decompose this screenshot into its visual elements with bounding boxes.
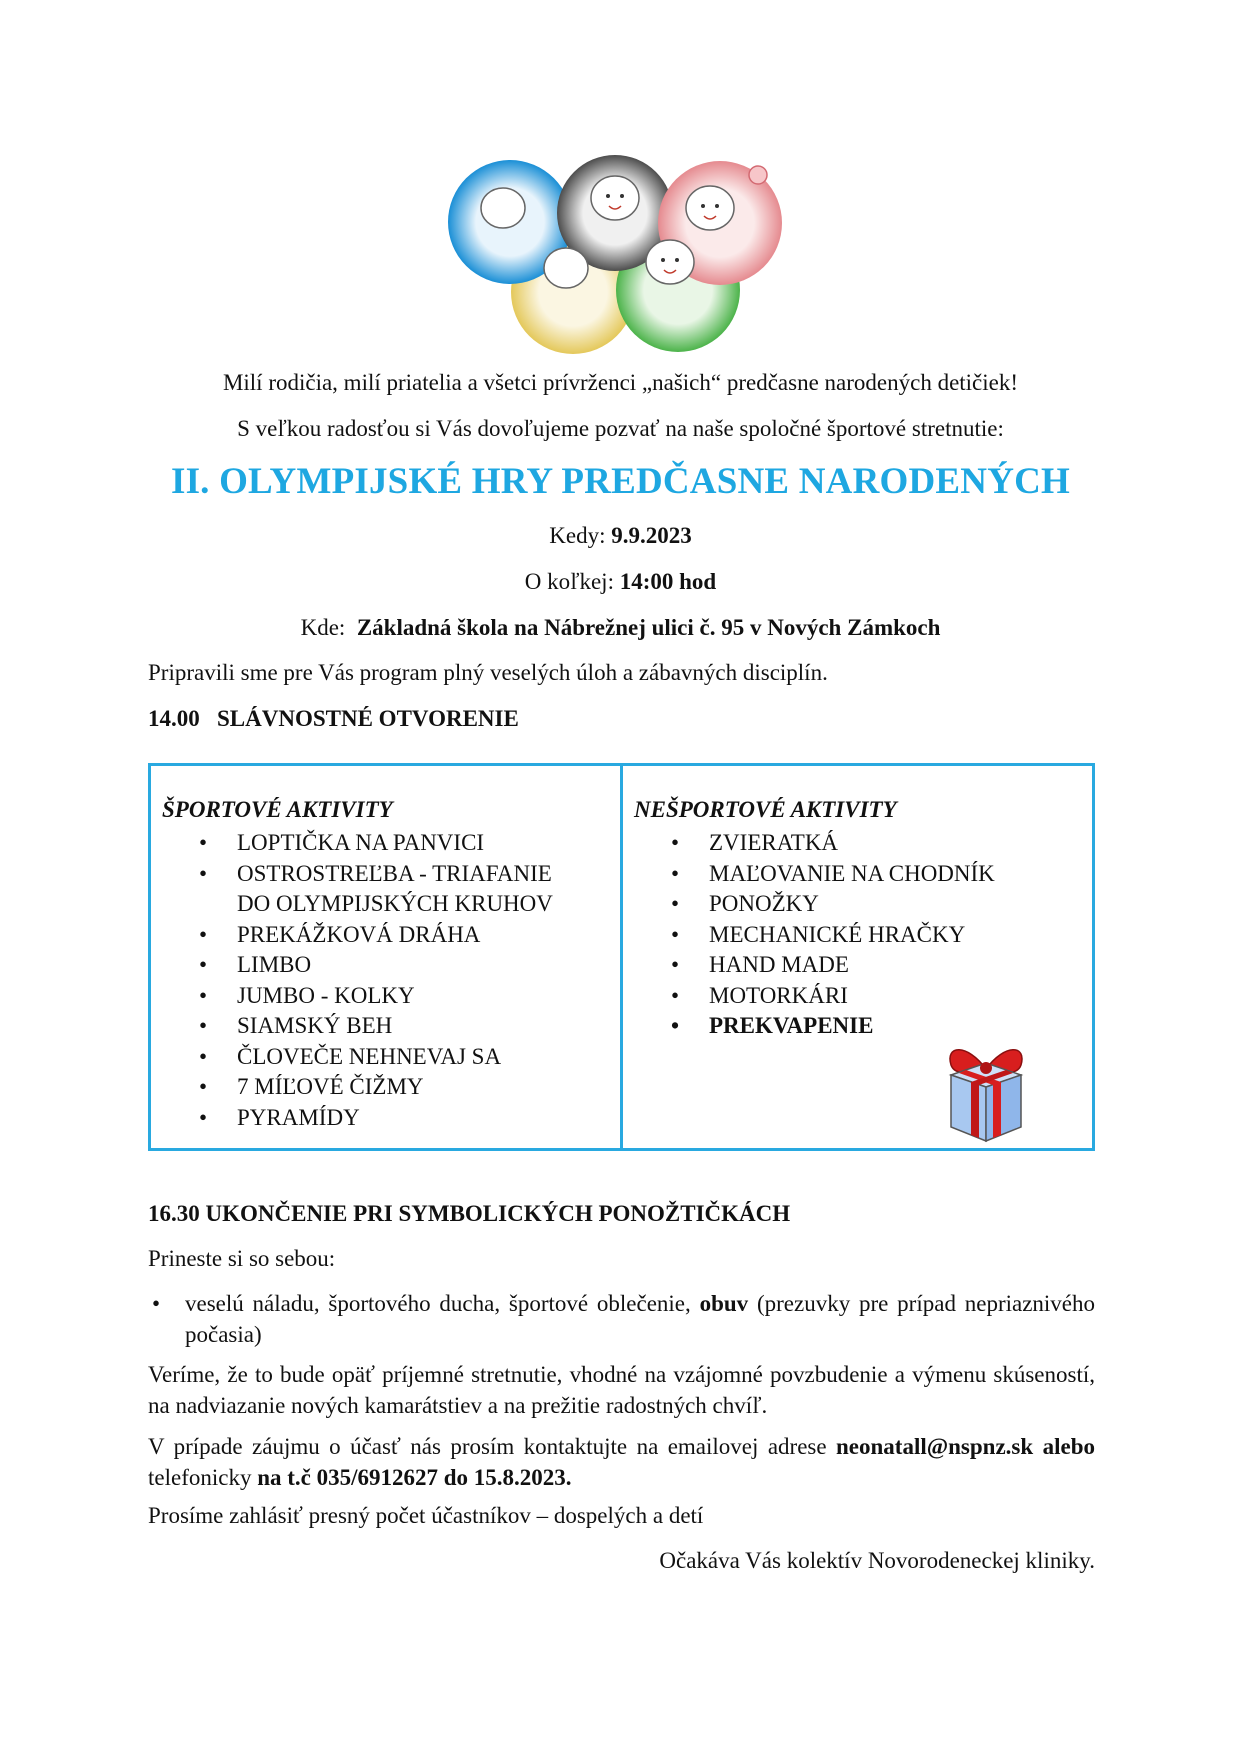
sport-activities-list bbox=[199, 828, 553, 1133]
count-note: Prosíme zahlásiť presný počet účastníkov – dospelých a detí bbox=[148, 1503, 704, 1528]
list-item: • ČLOVEČE NEHNEVAJ SA bbox=[199, 1042, 553, 1073]
where-value: Základná škola na Nábrežnej ulici č. 95 v Nových Zámkoch bbox=[356, 615, 941, 640]
list-item: • JUMBO - KOLKY bbox=[199, 981, 553, 1012]
list-item: • 7 MÍĽOVÉ ČIŽMY bbox=[199, 1072, 553, 1103]
list-item: • HAND MADE bbox=[671, 950, 995, 981]
when-label: Kedy: bbox=[549, 523, 606, 548]
signature: Očakáva Vás kolektív Novorodeneckej kliniky. bbox=[659, 1548, 1095, 1573]
closing-line: 16.30 UKONČENIE PRI SYMBOLICKÝCH PONOŽTIČKÁCH bbox=[148, 1201, 791, 1226]
list-item: • LOPTIČKA NA PANVICI bbox=[199, 828, 553, 859]
list-item: • ZVIERATKÁ bbox=[671, 828, 995, 859]
sport-activities-column bbox=[151, 766, 623, 1148]
bring-suffix: (prezuvky pre prípad nepriaznivého počasia) bbox=[185, 1291, 1096, 1347]
opening-label: SLÁVNOSTNÉ OTVORENIE bbox=[217, 706, 519, 731]
olympic-rings-babies-logo bbox=[448, 150, 798, 355]
list-item: • PREKVAPENIE bbox=[671, 1011, 995, 1042]
bullet: • bbox=[152, 1291, 161, 1316]
bring-label: Prineste si so sebou: bbox=[148, 1246, 336, 1271]
sport-activities-heading: ŠPORTOVÉ AKTIVITY bbox=[162, 797, 393, 822]
gift-box-icon bbox=[937, 1035, 1035, 1145]
time-value: 14:00 hod bbox=[619, 569, 717, 594]
opening-time: 14.00 bbox=[148, 706, 200, 731]
list-item-continuation: DO OLYMPIJSKÝCH KRUHOV bbox=[237, 891, 553, 916]
contact-text-phone: telefonicky bbox=[148, 1465, 252, 1490]
list-item: • SIAMSKÝ BEH bbox=[199, 1011, 553, 1042]
contact-text: V prípade záujmu o účasť nás prosím kontaktujte na emailovej adrese bbox=[148, 1434, 827, 1459]
where-label: Kde: bbox=[300, 615, 346, 640]
list-item: • MOTORKÁRI bbox=[671, 981, 995, 1012]
list-item: • MAĽOVANIE NA CHODNÍK bbox=[671, 859, 995, 890]
program-intro: Pripravili sme pre Vás program plný veselých úloh a zábavných disciplín. bbox=[148, 660, 828, 685]
nonsport-activities-heading: NEŠPORTOVÉ AKTIVITY bbox=[634, 797, 897, 822]
nonsport-activities-list bbox=[671, 828, 995, 1042]
bring-text bbox=[185, 1288, 1095, 1350]
bring-prefix: veselú náladu, športového ducha, športové oblečenie, bbox=[185, 1291, 691, 1316]
belief-paragraph: Veríme, že to bude opäť príjemné stretnutie, vhodné na vzájomné povzbudenie a výmenu skúseností, na nadviazanie nových kamarátstiev a na prežitie radostných chvíľ. bbox=[148, 1362, 1095, 1418]
bring-list-item bbox=[148, 1288, 1095, 1350]
list-item: • OSTROSTREĽBA - TRIAFANIE bbox=[199, 859, 553, 890]
when-line bbox=[0, 523, 1241, 549]
when-value: 9.9.2023 bbox=[611, 523, 692, 548]
list-item: • PYRAMÍDY bbox=[199, 1103, 553, 1134]
contact-email[interactable]: neonatall@nspnz.sk bbox=[836, 1434, 1034, 1459]
contact-alebo: alebo bbox=[1042, 1434, 1095, 1459]
list-item: • PREKÁŽKOVÁ DRÁHA bbox=[199, 920, 553, 951]
time-label: O koľkej: bbox=[524, 569, 614, 594]
invite-line: S veľkou radosťou si Vás dovoľujeme pozvať na naše spoločné športové stretnutie: bbox=[237, 416, 1004, 441]
list-item: • LIMBO bbox=[199, 950, 553, 981]
greeting-line: Milí rodičia, milí priatelia a všetci prívrženci „našich“ predčasne narodených detičiek! bbox=[222, 370, 1019, 395]
page-title: II. OLYMPIJSKÉ HRY PREDČASNE NARODENÝCH bbox=[170, 461, 1071, 502]
time-line bbox=[0, 569, 1241, 595]
contact-paragraph bbox=[148, 1431, 1095, 1493]
list-item: • PONOŽKY bbox=[671, 889, 995, 920]
opening-line bbox=[148, 706, 519, 732]
bring-bold: obuv bbox=[699, 1291, 749, 1316]
list-item: • MECHANICKÉ HRAČKY bbox=[671, 920, 995, 951]
where-line bbox=[0, 615, 1241, 641]
contact-phone: na t.č 035/6912627 do 15.8.2023. bbox=[257, 1465, 572, 1490]
